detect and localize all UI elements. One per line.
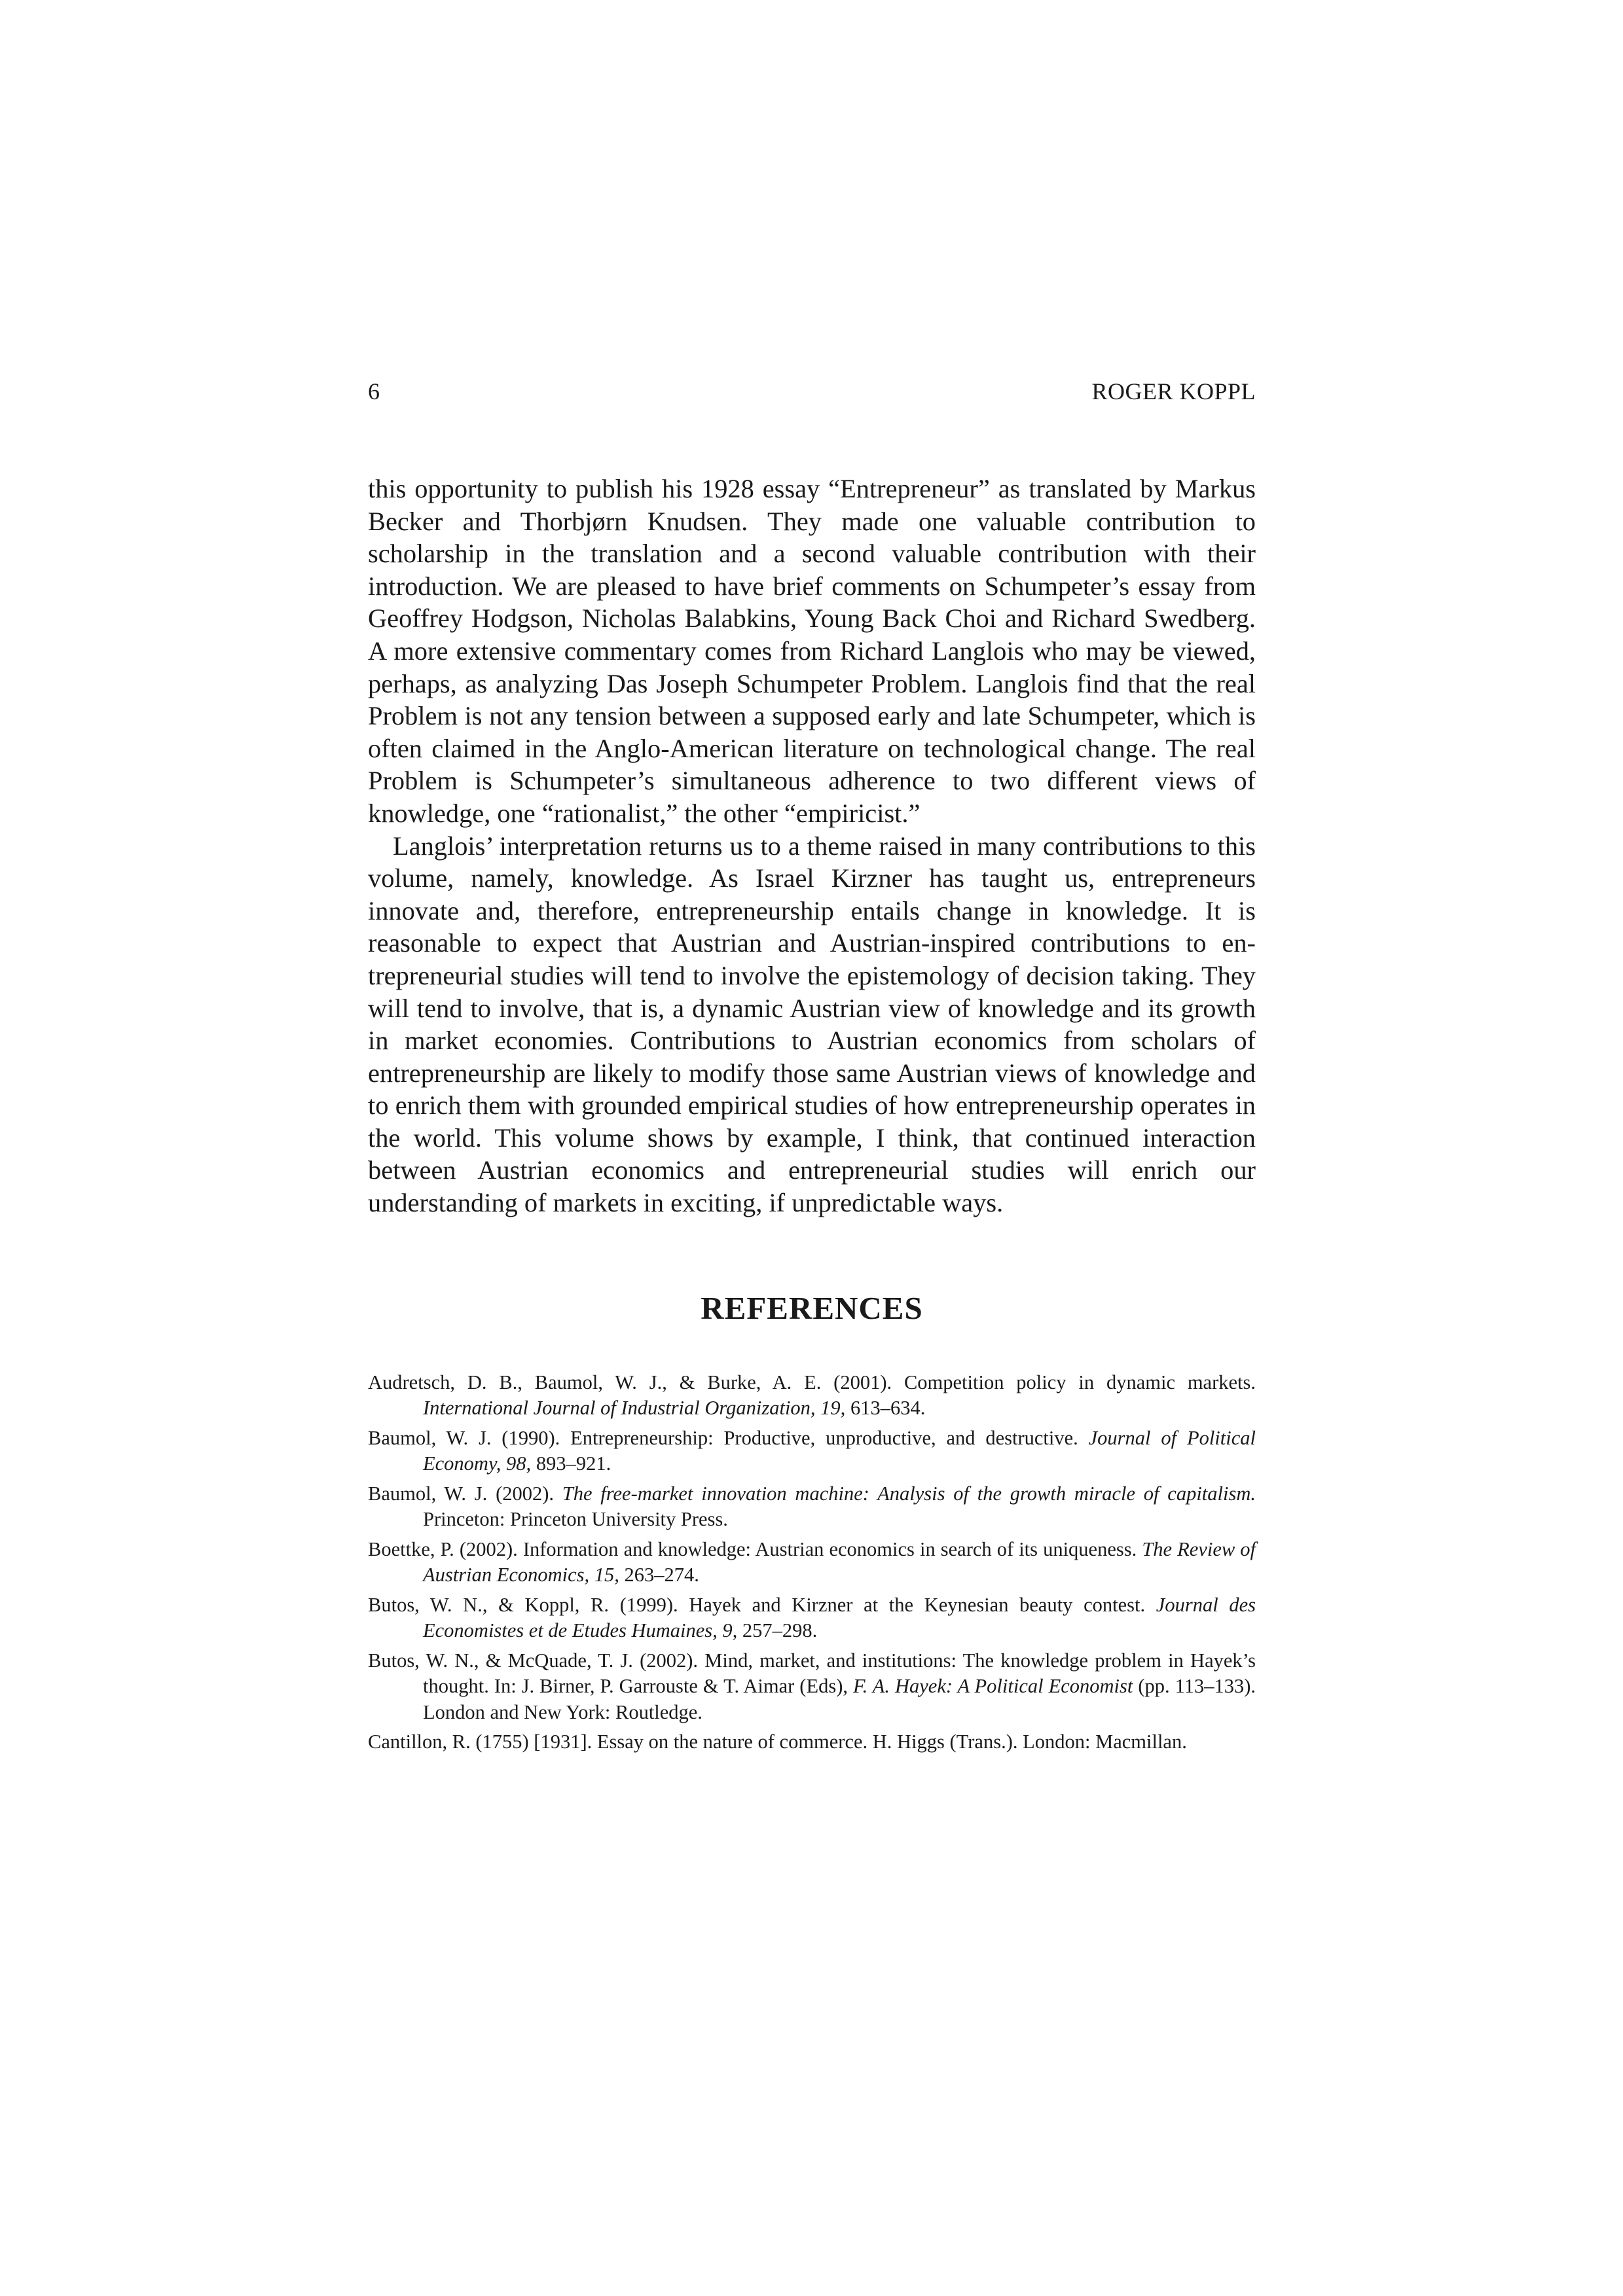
- reference-text: Butos, W. N., & Koppl, R. (1999). Hayek and Kirzner at the Keynesian beauty contest.: [368, 1593, 1156, 1616]
- body-paragraph: this opportunity to publish his 1928 essay “Entrepreneur” as translated by Markus Becker and Thorbjørn Knudsen. They made one valuable contribution to scholarship in the translation and a second valuable contribution with their introduction. We are pleased to have brief comments on Schumpeter’s essay from Geoffrey Hodgson, Nicholas Balabkins, Young Back Choi and Richard Swedberg. A more extensive commentary comes from Richard Langlois who may be viewed, perhaps, as analyzing Das Joseph Schumpeter Problem. Langlois find that the real Problem is not any tension between a supposed early and late Schumpeter, which is often claimed in the Anglo-American literature on technological change. The real Problem is Schumpeter’s simultaneous adherence to two different views of knowledge, one “rationalist,” the other “empiricist.”: [368, 474, 1256, 828]
- reference-text: Baumol, W. J. (1990). Entrepreneurship: Productive, unproductive, and destructive.: [368, 1426, 1089, 1449]
- reference-pages: 263–274.: [619, 1564, 699, 1587]
- reference-text: Baumol, W. J. (2002).: [368, 1482, 562, 1505]
- reference-pages: (pp. 113–133). London and New York: Routledge.: [423, 1675, 1256, 1723]
- page-number: 6: [368, 378, 380, 404]
- reference-item: [368, 1648, 1256, 1726]
- reference-item: [368, 1481, 1256, 1533]
- running-title: ROGER KOPPL: [1091, 378, 1256, 404]
- reference-item: [368, 1370, 1256, 1422]
- book-page: [368, 373, 1256, 1759]
- reference-source: Journal des Economistes et de Etudes Humaines, 9,: [423, 1593, 1256, 1642]
- reference-text: Butos, W. N., & McQuade, T. J. (2002). Mind, market, and institutions: The knowledge problem in Hayek’s thought. In: J. Birner, P. Garrouste & T. Aimar (Eds),: [368, 1649, 1256, 1698]
- reference-pages: Princeton: Princeton University Press.: [423, 1508, 728, 1531]
- reference-pages: 613–634.: [845, 1397, 926, 1420]
- reference-source: The Review of Austrian Economics, 15,: [423, 1537, 1256, 1587]
- reference-list: [368, 1370, 1256, 1755]
- reference-pages: 257–298.: [737, 1619, 818, 1642]
- reference-text: Boettke, P. (2002). Information and knowledge: Austrian economics in search of its uniqueness.: [368, 1537, 1142, 1560]
- body-text: [368, 473, 1256, 1219]
- running-head: [368, 373, 1256, 410]
- reference-item: [368, 1729, 1256, 1755]
- reference-item: [368, 1537, 1256, 1588]
- reference-source: F. A. Hayek: A Political Economist: [852, 1675, 1133, 1698]
- reference-source: Journal of Political Economy, 98,: [423, 1426, 1256, 1475]
- reference-text: Audretsch, D. B., Baumol, W. J., & Burke, A. E. (2001). Competition policy in dynamic markets.: [368, 1371, 1256, 1393]
- reference-source: International Journal of Industrial Organization, 19,: [423, 1397, 846, 1420]
- references-heading: REFERENCES: [701, 1289, 923, 1326]
- reference-source: The free-market innovation machine: Analysis of the growth miracle of capitalism.: [562, 1482, 1256, 1505]
- reference-pages: 893–921.: [531, 1452, 611, 1475]
- reference-item: [368, 1592, 1256, 1644]
- reference-item: [368, 1426, 1256, 1477]
- body-paragraph: Langlois’ interpretation returns us to a theme raised in many contributions to this volume, namely, knowledge. As Israel Kirzner has taught us, entrepreneurs innovate and, therefore, entrepreneurship entails change in knowledge. It is reasonable to expect that Austrian and Austrian-inspired contributions to entrepreneurial studies will tend to involve the epistemology of decision taking. They will tend to involve, that is, a dynamic Austrian view of knowledge and its growth in market economies. Contributions to Austrian economics from scholars of entrepreneurship are likely to modify those same Austrian views of knowledge and to enrich them with grounded empirical studies of how entrepreneurship operates in the world. This volume shows by example, I think, that continued interaction between Austrian economics and entrepreneurial studies will enrich our understanding of markets in exciting, if unpredictable ways.: [368, 831, 1256, 1218]
- reference-text: Cantillon, R. (1755) [1931]. Essay on the nature of commerce. H. Higgs (Trans.). London: Macmillan.: [368, 1731, 1187, 1753]
